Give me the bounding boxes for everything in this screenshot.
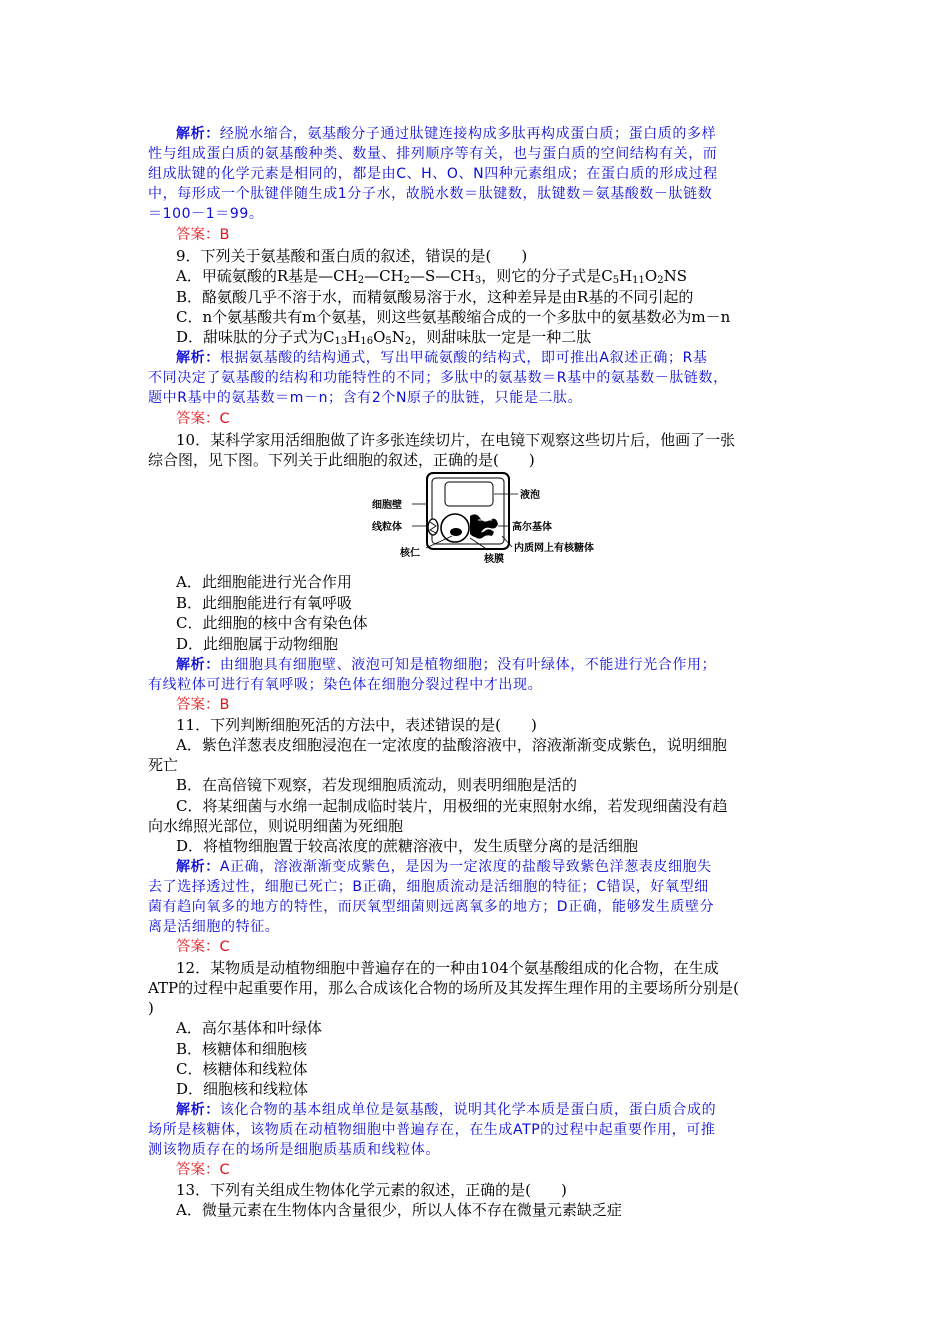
question-stem: 9．下列关于氨基酸和蛋白质的叙述，错误的是( ) bbox=[176, 247, 528, 265]
explanation-text: 解析：根据氨基酸的结构通式，写出甲硫氨酸的结构式，即可推出A叙述正确；R基 bbox=[176, 350, 708, 366]
cell-wall-outline bbox=[427, 473, 509, 549]
label-vacuole: 液泡 bbox=[520, 490, 540, 501]
label-nucleolus: 核仁 bbox=[400, 548, 420, 559]
explanation-text: 解析：A正确，溶液渐渐变成紫色，是因为一定浓度的盐酸导致紫色洋葱表皮细胞失 bbox=[176, 859, 712, 875]
explanation-label: 解析： bbox=[176, 1102, 220, 1118]
option-a: A．紫色洋葱表皮细胞浸泡在一定浓度的盐酸溶液中，溶液渐渐变成紫色，说明细胞 bbox=[176, 736, 727, 754]
option-c: C．将某细菌与水绵一起制成临时装片，用极细的光束照射水绵，若发现细菌没有趋 bbox=[176, 797, 728, 815]
option-a: A．微量元素在生物体内含量很少，所以人体不存在微量元素缺乏症 bbox=[176, 1201, 622, 1219]
explanation-text: 解析：由细胞具有细胞壁、液泡可知是植物细胞；没有叶绿体，不能进行光合作用； bbox=[176, 657, 717, 673]
label-cell-wall: 细胞壁 bbox=[372, 500, 402, 511]
explanation-text: 有线粒体可进行有氧呼吸；染色体在细胞分裂过程中才出现。 bbox=[148, 677, 543, 693]
cell-diagram bbox=[370, 470, 620, 564]
explanation-text: ＝100－1＝99。 bbox=[148, 206, 264, 222]
option-c: C．核糖体和线粒体 bbox=[176, 1060, 308, 1078]
mitochondrion-shape bbox=[428, 519, 438, 535]
nucleus-shape bbox=[441, 514, 469, 542]
question-stem: 综合图，见下图。下列关于此细胞的叙述，正确的是( ) bbox=[148, 451, 535, 469]
label-nuclear-membrane: 核膜 bbox=[484, 554, 504, 564]
answer-label: 答案：B bbox=[176, 697, 230, 713]
answer-label: 答案：C bbox=[176, 411, 230, 427]
option-d: D．细胞核和线粒体 bbox=[176, 1080, 309, 1098]
option-c: C．此细胞的核中含有染色体 bbox=[176, 614, 368, 632]
explanation-text: 解析：经脱水缩合，氨基酸分子通过肽键连接构成多肽再构成蛋白质；蛋白质的多样 bbox=[176, 126, 717, 142]
vacuole-shape bbox=[445, 482, 493, 506]
explanation-label: 解析： bbox=[176, 126, 220, 142]
explanation-label: 解析： bbox=[176, 657, 220, 673]
explanation-text: 测该物质存在的场所是细胞质基质和线粒体。 bbox=[148, 1142, 440, 1158]
question-stem: 10．某科学家用活细胞做了许多张连续切片，在电镜下观察这些切片后，他画了一张 bbox=[176, 431, 736, 449]
question-stem: ) bbox=[148, 999, 154, 1017]
question-stem: 13．下列有关组成生物体化学元素的叙述，正确的是( ) bbox=[176, 1181, 567, 1199]
explanation-text: 离是活细胞的特征。 bbox=[148, 919, 280, 935]
label-rough-er: 内质网上有核糖体 bbox=[514, 543, 594, 554]
explanation-text: 菌有趋向氧多的地方的特性，而厌氧型细菌则远离氧多的地方；D正确，能够发生质壁分 bbox=[148, 899, 715, 915]
explanation-text: 去了选择透过性，细胞已死亡；B正确，细胞质流动是活细胞的特征；C错误，好氧型细 bbox=[148, 879, 709, 895]
explanation-text: 场所是核糖体，该物质在动植物细胞中普遍存在，在生成ATP的过程中起重要作用，可推 bbox=[148, 1122, 716, 1138]
label-mitochondrion: 线粒体 bbox=[372, 522, 402, 533]
explanation-text: 中，每形成一个肽键伴随生成1分子水，故脱水数＝肽键数，肽键数＝氨基酸数－肽链数 bbox=[148, 186, 713, 202]
option-b: B．此细胞能进行有氧呼吸 bbox=[176, 594, 353, 612]
option-a-cont: 死亡 bbox=[148, 756, 179, 774]
explanation-text: 解析：该化合物的基本组成单位是氨基酸，说明其化学本质是蛋白质，蛋白质合成的 bbox=[176, 1102, 717, 1118]
option-a: A．高尔基体和叶绿体 bbox=[176, 1019, 322, 1037]
nucleolus-shape bbox=[450, 528, 462, 536]
explanation-label: 解析： bbox=[176, 350, 220, 366]
explanation-text: 组成肽键的化学元素是相同的，都是由C、H、O、N四种元素组成；在蛋白质的形成过程 bbox=[148, 166, 718, 182]
option-c: C．n个氨基酸共有m个氨基，则这些氨基酸缩合成的一个多肽中的氨基数必为m－n bbox=[176, 308, 731, 326]
option-d: D．甜味肽的分子式为$C_{13}H_{16}O_5N_2$，则甜味肽一定是一种二肽 bbox=[176, 328, 592, 347]
option-d: D．此细胞属于动物细胞 bbox=[176, 635, 339, 653]
option-b: B．在高倍镜下观察，若发现细胞质流动，则表明细胞是活的 bbox=[176, 776, 578, 794]
option-b: B．核糖体和细胞核 bbox=[176, 1040, 308, 1058]
explanation-label: 解析： bbox=[176, 859, 220, 875]
explanation-text: 题中R基中的氨基数＝m－n；含有2个N原子的肽链，只能是二肽。 bbox=[148, 390, 583, 406]
explanation-text: 不同决定了氨基酸的结构和功能特性的不同；多肽中的氨基数＝R基中的氨基数－肽链数， bbox=[148, 370, 728, 386]
option-b: B．酪氨酸几乎不溶于水，而精氨酸易溶于水，这种差异是由R基的不同引起的 bbox=[176, 288, 694, 306]
question-stem: 12．某物质是动植物细胞中普遍存在的一种由104个氨基酸组成的化合物，在生成 bbox=[176, 959, 719, 977]
explanation-text: 性与组成蛋白质的氨基酸种类、数量、排列顺序等有关，也与蛋白质的空间结构有关，而 bbox=[148, 146, 718, 162]
option-c-cont: 向水绵照光部位，则说明细菌为死细胞 bbox=[148, 817, 404, 835]
option-a: A．此细胞能进行光合作用 bbox=[176, 573, 352, 591]
question-stem: ATP的过程中起重要作用，那么合成该化合物的场所及其发挥生理作用的主要场所分别是( bbox=[148, 979, 739, 997]
option-d: D．将植物细胞置于较高浓度的蔗糖溶液中，发生质壁分离的是活细胞 bbox=[176, 837, 639, 855]
question-stem: 11．下列判断细胞死活的方法中，表述错误的是( ) bbox=[176, 716, 537, 734]
answer-label: 答案：C bbox=[176, 1162, 230, 1178]
label-golgi: 高尔基体 bbox=[512, 522, 552, 533]
answer-label: 答案：B bbox=[176, 227, 230, 243]
answer-label: 答案：C bbox=[176, 939, 230, 955]
option-a: A．甲硫氨酸的R基是$—CH_2—CH_2—S—CH_3$，则它的分子式是$C_5H_{11}O_2NS$ bbox=[176, 267, 687, 286]
